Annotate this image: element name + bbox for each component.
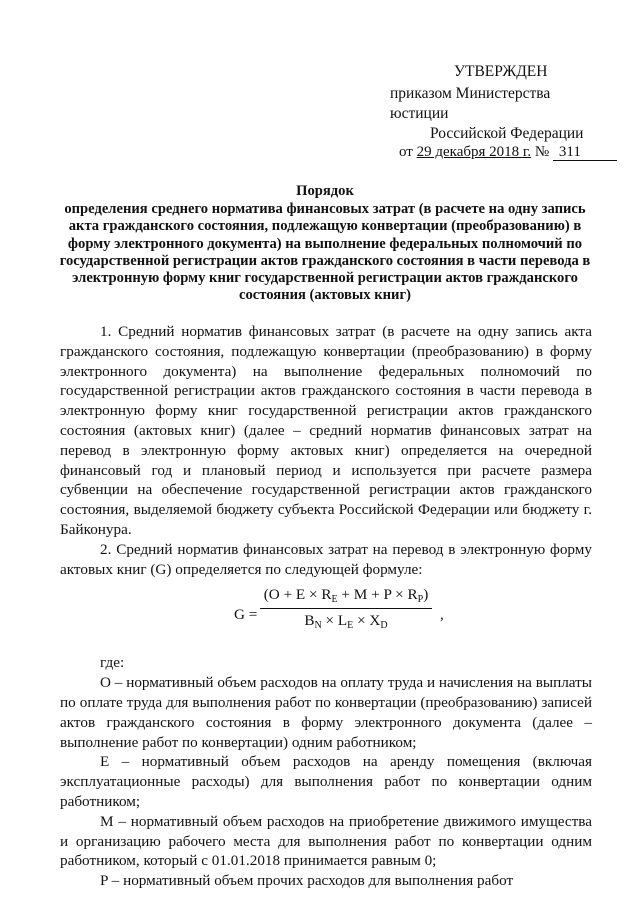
title-heading: Порядок [296, 183, 354, 199]
where-label: где: [100, 654, 125, 672]
document-body [60, 322, 592, 891]
number-sign: № [534, 144, 550, 160]
approved-by-order: приказом Министерства юстиции [390, 85, 551, 122]
formula-denominator: $B_N \times L_E \times X_D$ [304, 612, 388, 632]
order-number: 311 [553, 145, 617, 161]
definition-p: P – нормативный объем прочих расходов для выполнения работ [100, 872, 514, 890]
formula-comma: , [440, 606, 444, 624]
title-text: определения среднего норматива финансовых затрат (в расчете на одну запись акта гражданского состояния, подлежащую конвертации (преобразованию) в форму электронного документа) на выполнение федеральных полномочий по государственной регистрации актов гражданского состояния в части перевода в электронную форму книг государственной регистрации актов гражданского состояния (актовых книг) [59, 201, 591, 304]
paragraph-1: 1. Средний норматив финансовых затрат (в расчете на одну запись акта гражданского состояния, подлежащую конвертации (преобразованию) в форму электронного документа) на выполнение федеральных полномочий по государственной регистрации актов гражданского состояния в части перевода в электронную форму книг государственной регистрации актов гражданского состояния (актовых книг) (далее – средний норматив финансовых затрат на перевод в электронную форму актовых книг) определяется на очередной финансовый год и плановый период и используется при расчете размера субвенции на обеспечение государственной регистрации актов гражданского состояния, выделяемой бюджету субъекта Российской Федерации или бюджету г. Байконура. [60, 323, 592, 538]
definition-m: M – нормативный объем расходов на приобретение движимого имущества и организацию рабочего места для выполнения работ по конвертации одним работником, который с 01.01.2018 принимается равным 0; [60, 812, 592, 870]
definition-e: E – нормативный объем расходов на аренду помещения (включая эксплуатационные расходы) для выполнения работ по конвертации одним работником; [60, 753, 592, 810]
formula-fraction [260, 585, 432, 631]
approved-label: УТВЕРЖДЕН [454, 63, 548, 80]
approved-by-ministry: Российской Федерации [430, 125, 584, 142]
formula [60, 585, 592, 653]
paragraph-2: 2. Средний норматив финансовых затрат на перевод в электронную форму актовых книг (G) определяется по следующей формуле: [60, 540, 592, 578]
order-date: 29 декабря 2018 г. [416, 144, 532, 160]
definition-o: O – нормативный объем расходов на оплату труда и начисления на выплаты по оплате труда для выполнения работ по конвертации (преобразованию) записей актов гражданского состояния в форму электронного документа (далее – выполнение работ по конвертации) одним работником; [60, 674, 592, 751]
approval-stamp [380, 62, 610, 144]
order-date-number [399, 144, 617, 161]
date-prefix: от [399, 144, 413, 160]
formula-lhs: G = [234, 606, 258, 624]
formula-numerator: $(O + E \times R_E + M + P \times R_P)$ [260, 585, 432, 609]
document-title [58, 183, 592, 304]
